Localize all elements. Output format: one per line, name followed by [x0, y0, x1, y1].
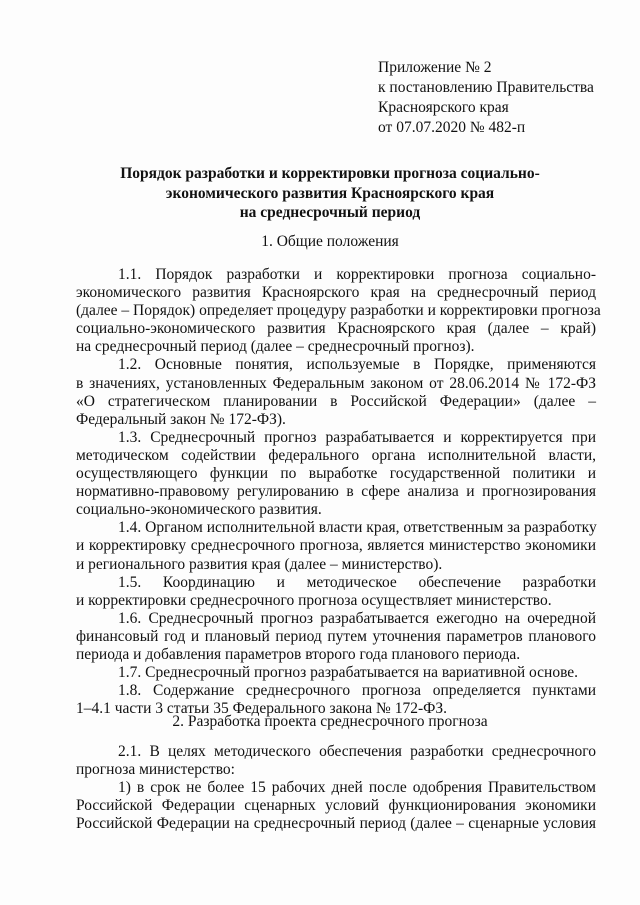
paragraph-line: и корректировку среднесрочного прогноза, является министерство экономики — [76, 537, 596, 555]
appendix-resolution-ref: к постановлению Правительства — [378, 79, 594, 96]
paragraph-line: 1–4.1 части 3 статьи 35 Федерального закона № 172-ФЗ. — [76, 700, 447, 718]
paragraph-line: Федеральный закон № 172-ФЗ). — [76, 410, 286, 428]
paragraph-line: социально-экономического развития. — [76, 501, 322, 519]
paragraph-line: 1.4. Органом исполнительной власти края, ответственным за разработку — [118, 519, 597, 537]
paragraph-line: «О стратегическом планировании в Российской Федерации» (далее – — [76, 392, 596, 410]
title-line: на среднесрочный период — [239, 204, 421, 221]
paragraph-line: осуществляющего функции по выработке государственной политики и — [76, 465, 596, 483]
title-line: экономического развития Красноярского края — [165, 184, 495, 202]
appendix-number: Приложение № 2 — [378, 59, 492, 76]
paragraph-line: прогноза министерство: — [76, 761, 235, 779]
paragraph-line: в значениях, установленных Федеральным законом от 28.06.2014 № 172-ФЗ — [76, 374, 596, 392]
paragraph-line: (далее – Порядок) определяет процедуру разработки и корректировки прогноза — [76, 302, 601, 320]
paragraph-line: Российской Федерации сценарных условий функционирования экономики — [76, 797, 596, 815]
paragraph-line: Российской Федерации на среднесрочный период (далее – сценарные условия — [76, 815, 596, 833]
appendix-block — [378, 58, 594, 138]
title-line: Порядок разработки и корректировки прогноза социально- — [120, 165, 540, 182]
paragraph-line: социально-экономического развития Красноярского края (далее – край) — [76, 320, 596, 338]
appendix-region: Красноярского края — [378, 99, 509, 116]
paragraph-line: 1.7. Среднесрочный прогноз разрабатывается на вариативной основе. — [118, 664, 579, 682]
paragraph-line: 1.6. Среднесрочный прогноз разрабатывается ежегодно на очередной — [118, 609, 596, 627]
paragraph-line: 1.5. Координацию и методическое обеспечение разработки — [118, 573, 596, 591]
paragraph-line: 1.3. Среднесрочный прогноз разрабатывается и корректируется при — [118, 428, 596, 446]
paragraph-line: периода и добавления параметров второго года планового периода. — [76, 645, 521, 663]
paragraph-line: 1) в срок не более 15 рабочих дней после одобрения Правительством — [118, 779, 596, 797]
paragraph-line: на среднесрочный период (далее – среднесрочный прогноз). — [76, 338, 475, 356]
appendix-date-number: от 07.07.2020 № 482-п — [378, 119, 526, 136]
paragraph-line: экономического развития Красноярского края на среднесрочный период — [76, 284, 596, 302]
section-heading-general: 1. Общие положения — [261, 233, 399, 250]
paragraph-line: 1.8. Содержание среднесрочного прогноза определяется пунктами — [118, 682, 596, 700]
paragraph-line: 2.1. В целях методического обеспечения разработки среднесрочного — [118, 743, 596, 760]
paragraph-line: и корректировки среднесрочного прогноза осуществляет министерство. — [76, 591, 552, 609]
document-title — [60, 164, 600, 223]
paragraph-line: методическом содействии федерального органа исполнительной власти, — [76, 446, 596, 464]
paragraph-line: и регионального развития края (далее – министерство). — [76, 555, 443, 573]
section-draft-body — [76, 743, 596, 833]
section-heading-draft: 2. Разработка проекта среднесрочного прогноза — [172, 713, 488, 730]
section-general-body — [76, 266, 601, 718]
paragraph-line: финансовый год и плановый период путем уточнения параметров планового — [76, 627, 596, 645]
paragraph-line: нормативно-правовому регулированию в сфере анализа и прогнозирования — [76, 483, 596, 501]
paragraph-line: 1.1. Порядок разработки и корректировки прогноза социально- — [118, 266, 596, 283]
paragraph-line: 1.2. Основные понятия, используемые в Порядке, применяются — [118, 356, 596, 374]
